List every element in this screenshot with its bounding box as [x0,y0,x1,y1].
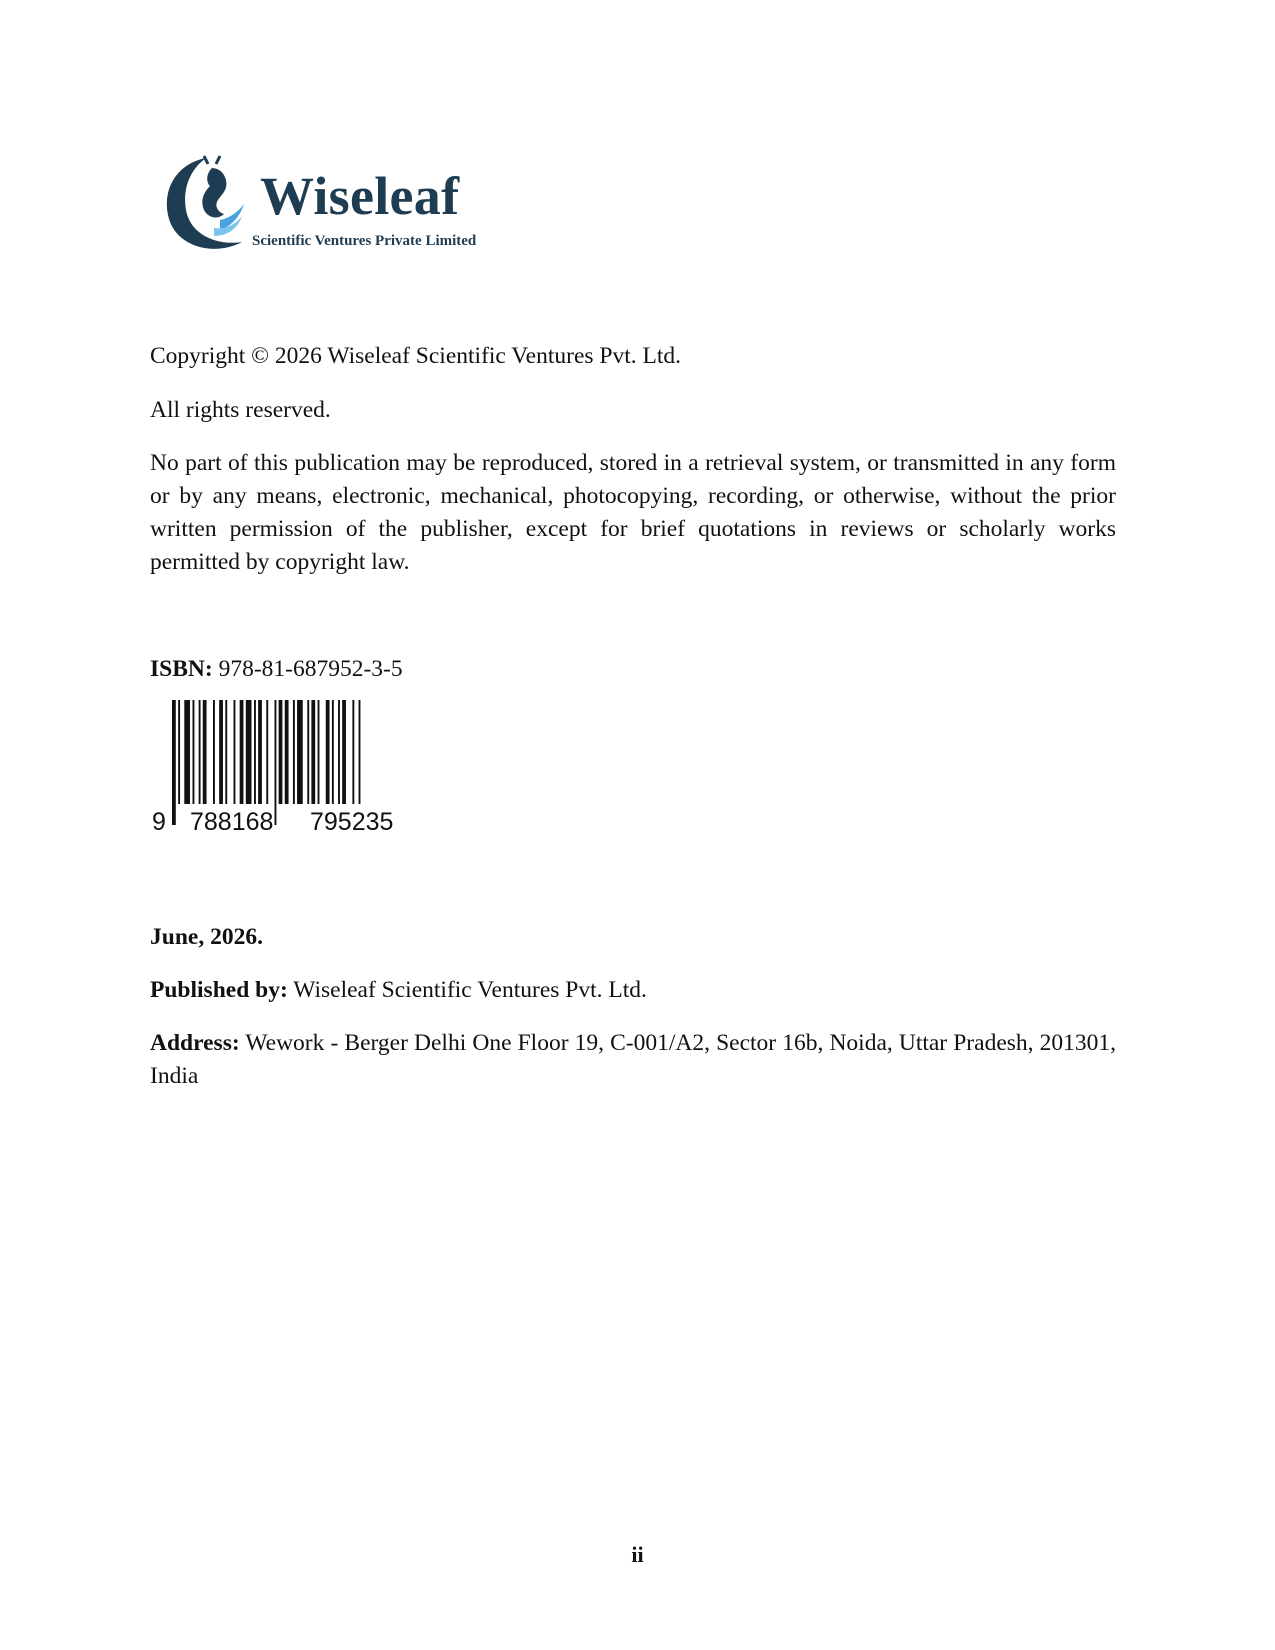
copyright-line: Copyright © 2026 Wiseleaf Scientific Ventures Pvt. Ltd. [150,343,682,369]
barcode-bar [311,700,315,804]
barcode-bar [307,700,309,804]
barcode-bar [193,700,195,804]
isbn-barcode [150,700,440,840]
barcode-bar [234,700,236,804]
barcode-bar [184,700,190,804]
barcode-bar [178,700,180,804]
logo-name: Wiseleaf [260,166,460,226]
address-value: Wework - Berger Delhi One Floor 19, C-001/A2, Sector 16b, Noida, Uttar Pradesh, 201301, India [150,1030,1116,1089]
barcode-bar [213,700,215,804]
publisher-logo [160,150,500,260]
published-by-value: Wiseleaf Scientific Ventures Pvt. Ltd. [293,977,647,1003]
barcode-digits-right: 795235 [310,808,394,836]
logo-tagline: Scientific Ventures Private Limited [252,233,477,249]
logo-emblem-icon [160,154,252,254]
barcode-bar [338,700,340,804]
barcode-bar [199,700,201,804]
barcode-bar [219,700,223,804]
barcode-bar [318,700,320,804]
isbn-line [150,653,1116,686]
barcode-bar [266,700,268,804]
published-by [150,974,1116,1007]
published-by-label: Published by: [150,977,288,1003]
barcode-bar [285,700,289,804]
barcode-bar [172,700,176,825]
barcode-bar [332,700,334,804]
barcode-bar [203,700,207,804]
barcode-bar [352,700,354,804]
page-number: ii [631,1542,644,1567]
barcode-bar [342,700,346,804]
barcode-bar [359,700,361,804]
copyright-notice: No part of this publication may be reproduced, stored in a retrieval system, or transmitted in any form or by any means, electronic, mechanical, photocopying, recording, or otherwise, without the prior written permission of the publisher, except for brief quotations in reviews or scholarly works permitted by copyright law. [150,450,1116,575]
isbn-value: 978-81-687952-3-5 [218,656,403,682]
barcode-bar [225,700,227,804]
publication-date: June, 2026. [150,924,263,950]
barcode-digits-left: 788168 [190,808,274,836]
barcode-bar [326,700,330,804]
isbn-label: ISBN: [150,656,213,682]
barcode-digit-first: 9 [152,808,166,836]
barcode-bar [258,700,262,804]
barcode-bar [254,700,256,804]
rights-reserved: All rights reserved. [150,397,331,423]
barcode-bar [240,700,244,804]
barcode-bar [279,700,283,804]
barcode-bar [293,700,295,804]
barcode-bar [246,700,252,804]
address [150,1027,1116,1093]
barcode-bar [275,700,277,825]
barcode-bar [297,700,303,804]
address-label: Address: [150,1030,240,1056]
